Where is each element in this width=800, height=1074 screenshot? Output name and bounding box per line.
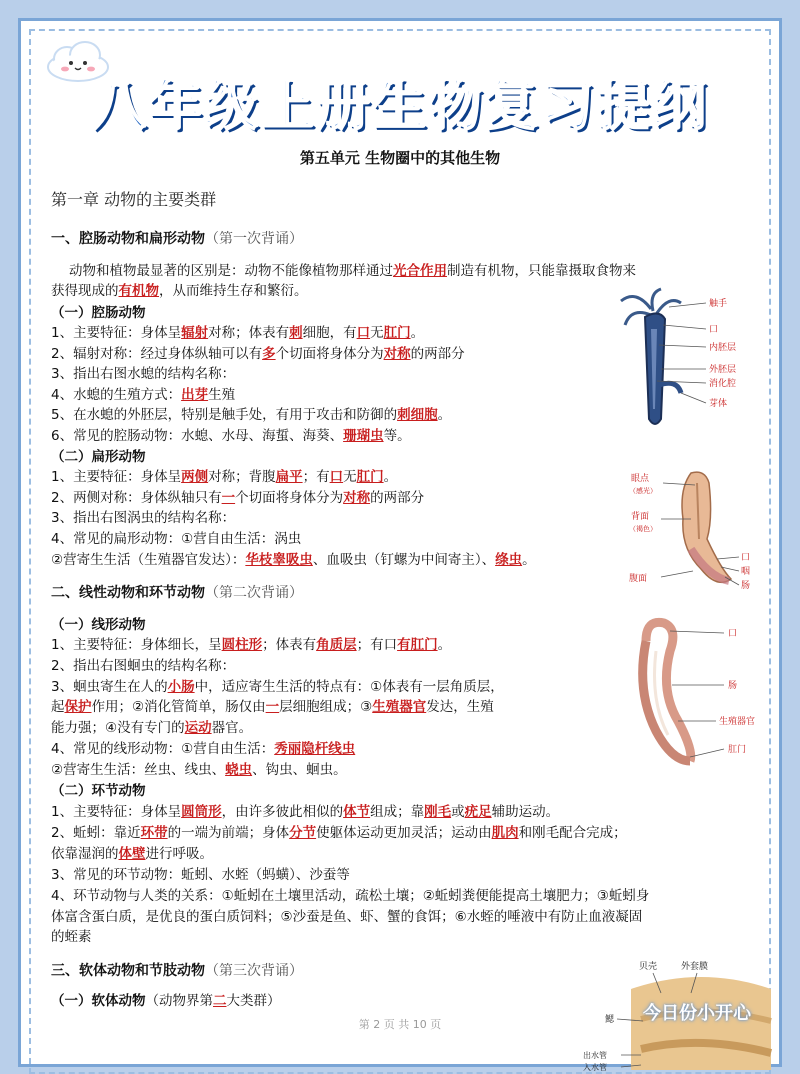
section-heading-2: 二、线性动物和环节动物（第二次背诵） xyxy=(51,585,303,601)
chapter-heading: 第一章 动物的主要类群 xyxy=(51,190,217,209)
label-mouth: 口 xyxy=(709,325,719,335)
text-line: ②营寄生生活：丝虫、线虫、蛲虫、钩虫、蛔虫。 xyxy=(51,762,347,778)
subheading-nematoda: （一）线形动物 xyxy=(51,617,146,633)
page-title: 八年级上册生物复习提纲 xyxy=(92,74,708,137)
label-cavity: 消化腔 xyxy=(709,379,737,389)
watermark: 今日份小开心 xyxy=(643,1003,751,1024)
planaria-figure xyxy=(621,459,761,609)
text-line: 2、蚯蚓：靠近环带的一端为前端；身体分节使躯体运动更加灵活；运动由肌肉和刚毛配合完成； xyxy=(51,825,627,841)
text-line: 3、常见的环节动物：蚯蚓、水蛭（蚂蟥）、沙蚕等 xyxy=(51,867,350,883)
text-line: 起保护作用；②消化管简单，肠仅由一层细胞组成；③生殖器官发达，生殖 xyxy=(51,699,494,715)
text-line: 1、主要特征：身体细长，呈圆柱形；体表有角质层；有口有肛门。 xyxy=(51,637,452,653)
text-line: 1、主要特征：身体呈圆筒形，由许多彼此相似的体节组成；靠刚毛或疣足辅助运动。 xyxy=(51,804,560,820)
subheading-platyhelminthes: （二）扁形动物 xyxy=(51,449,146,465)
label-reproductive: 生殖器官 xyxy=(719,717,756,727)
label-dorsal: 背面 xyxy=(631,512,650,522)
label-ectoderm: 外胚层 xyxy=(709,365,737,375)
text-line: 3、蛔虫寄生在人的小肠中，适应寄生生活的特点有：①体表有一层角质层， xyxy=(51,679,504,695)
label-incurrent: 入水管 xyxy=(583,1063,607,1072)
roundworm-figure xyxy=(616,611,766,771)
label-gut: 肠 xyxy=(728,681,738,691)
text-line: 3、指出右图水螅的结构名称： xyxy=(51,366,236,382)
subheading-coelenterata: （一）腔肠动物 xyxy=(51,305,146,321)
text-line: 4、常见的扁形动物：①营自由生活：涡虫 xyxy=(51,531,302,547)
label-mouth: 口 xyxy=(741,553,751,563)
text-line: ②营寄生生活（生殖器官发达）：华枝睾吸虫、血吸虫（钉螺为中间寄主）、绦虫。 xyxy=(51,552,536,568)
label-bud: 芽体 xyxy=(709,399,728,409)
label-mantle: 外套膜 xyxy=(681,962,709,972)
label-gill: 鳃 xyxy=(605,1015,615,1025)
label-endoderm: 内胚层 xyxy=(709,343,737,353)
page-number: 第 2 页 共 10 页 xyxy=(358,1018,442,1031)
text-line: 依靠湿润的体壁进行呼吸。 xyxy=(51,846,213,862)
label-dorsal-note: （褐色） xyxy=(629,525,657,533)
text-line: 2、辐射对称：经过身体纵轴可以有多个切面将身体分为对称的两部分 xyxy=(51,346,465,362)
label-shell: 贝壳 xyxy=(639,962,658,972)
label-gut: 肠 xyxy=(741,581,751,591)
text-line: 2、指出右图蛔虫的结构名称： xyxy=(51,658,236,674)
text-line: 的蛭素 xyxy=(51,929,92,945)
subheading-mollusca: （一）软体动物（动物界第二大类群） xyxy=(51,993,281,1009)
text-line: 1、主要特征：身体呈两侧对称；背腹扁平；有口无肛门。 xyxy=(51,469,398,485)
hydra-figure xyxy=(611,289,751,439)
label-ventral: 腹面 xyxy=(629,574,648,584)
section-heading-3: 三、软体动物和节肢动物（第三次背诵） xyxy=(51,963,303,979)
text-line: 体富含蛋白质，是优良的蛋白质饲料；⑤沙蚕是鱼、虾、蟹的食饵；⑥水蛭的唾液中有防止血液凝固 xyxy=(51,909,643,925)
text-line: 能力强；④没有专门的运动器官。 xyxy=(51,720,253,736)
intro-line-1: 动物和植物最显著的区别是：动物不能像植物那样通过光合作用制造有机物，只能靠摄取食物来 xyxy=(69,263,636,279)
text-line: 4、水螅的生殖方式：出芽生殖 xyxy=(51,387,236,403)
intro-line-2: 获得现成的有机物，从而维持生存和繁衍。 xyxy=(51,283,308,299)
label-eyespot: 眼点 xyxy=(631,474,650,484)
text-line: 3、指出右图涡虫的结构名称： xyxy=(51,510,236,526)
label-pharynx: 咽 xyxy=(741,567,751,577)
text-line: 4、环节动物与人类的关系：①蚯蚓在土壤里活动，疏松土壤；②蚯蚓粪便能提高土壤肥力；③蚯蚓身 xyxy=(51,888,650,904)
subheading-annelida: （二）环节动物 xyxy=(51,783,146,799)
text-line: 2、两侧对称：身体纵轴只有一个切面将身体分为对称的两部分 xyxy=(51,490,425,506)
text-line: 5、在水螅的外胚层，特别是触手处，有用于攻击和防御的刺细胞。 xyxy=(51,407,452,423)
label-eyespot-note: （感光） xyxy=(629,487,657,495)
label-tentacle: 触手 xyxy=(709,299,728,309)
label-excurrent: 出水管 xyxy=(583,1051,607,1060)
text-line: 4、常见的线形动物：①营自由生活：秀丽隐杆线虫 xyxy=(51,741,356,757)
section-heading-1: 一、腔肠动物和扁形动物（第一次背诵） xyxy=(51,231,303,247)
unit-heading: 第五单元 生物圈中的其他生物 xyxy=(299,149,501,167)
label-mouth: 口 xyxy=(728,629,738,639)
page xyxy=(18,18,782,1072)
text-line: 6、常见的腔肠动物：水螅、水母、海蜇、海葵、珊瑚虫等。 xyxy=(51,428,411,444)
label-anus: 肛门 xyxy=(728,745,747,755)
text-line: 1、主要特征：身体呈辐射对称；体表有刺细胞，有口无肛门。 xyxy=(51,325,425,341)
